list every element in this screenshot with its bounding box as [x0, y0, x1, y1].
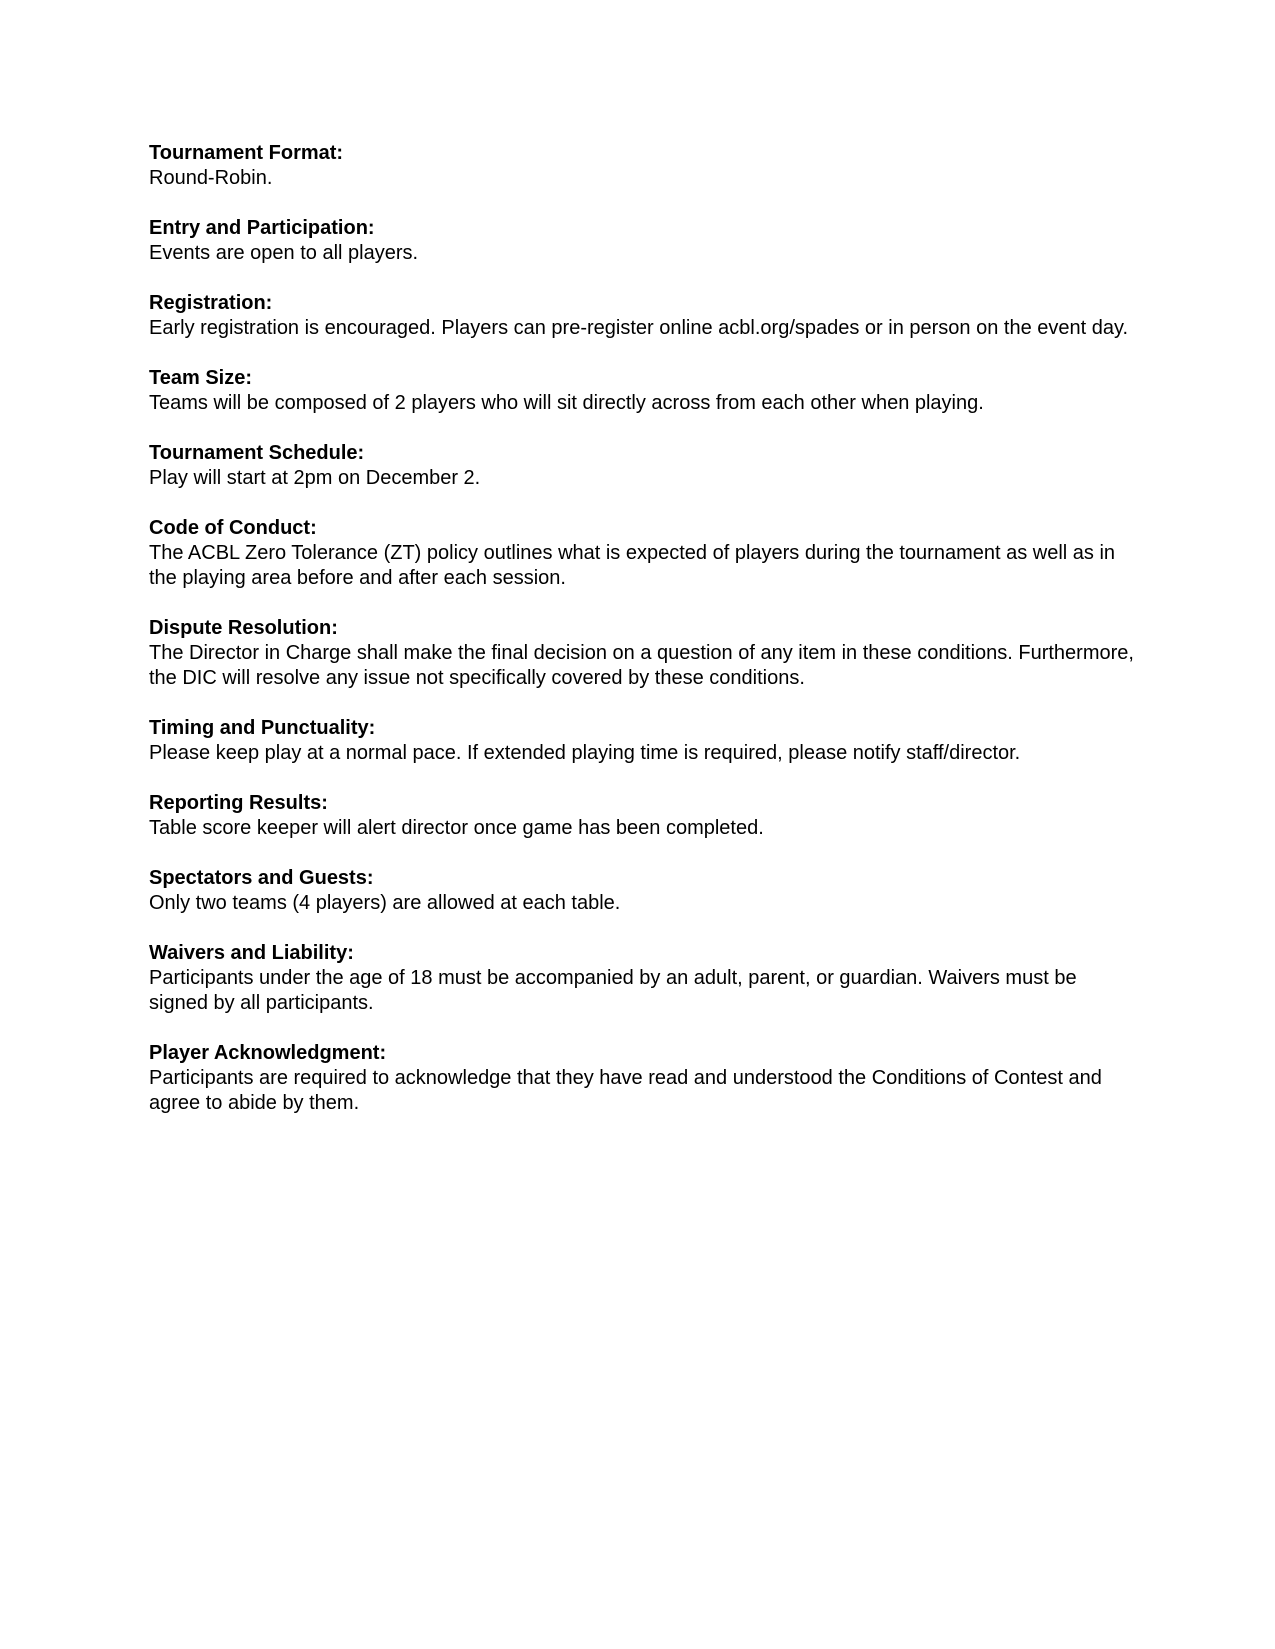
section-waivers-and-liability: [149, 941, 1139, 1016]
section-body: Round-Robin.: [149, 167, 273, 189]
section-body: The Director in Charge shall make the final decision on a question of any item in these conditions. Furthermore, the DIC will resolve any issue not specifically covered by these conditions.: [149, 642, 1134, 689]
section-heading: Code of Conduct:: [149, 517, 317, 539]
section-heading: Entry and Participation:: [149, 217, 375, 239]
section-team-size: [149, 366, 1139, 416]
section-timing-and-punctuality: [149, 716, 1139, 766]
section-code-of-conduct: [149, 516, 1139, 591]
section-player-acknowledgment: [149, 1041, 1139, 1116]
section-tournament-format: [149, 141, 1139, 191]
section-body: The ACBL Zero Tolerance (ZT) policy outlines what is expected of players during the tournament as well as in the playing area before and after each session.: [149, 542, 1116, 589]
section-heading: Tournament Schedule:: [149, 442, 365, 464]
section-dispute-resolution: [149, 616, 1139, 691]
section-registration: [149, 291, 1139, 341]
section-heading: Tournament Format:: [149, 142, 344, 164]
section-body: Only two teams (4 players) are allowed at each table.: [149, 892, 621, 914]
section-body: Play will start at 2pm on December 2.: [149, 467, 481, 489]
section-heading: Waivers and Liability:: [149, 942, 354, 964]
section-body: Events are open to all players.: [149, 242, 419, 264]
document-page: [149, 141, 1139, 1141]
section-body: Please keep play at a normal pace. If extended playing time is required, please notify staff/director.: [149, 742, 1021, 764]
section-body: Early registration is encouraged. Players can pre-register online acbl.org/spades or in person on the event day.: [149, 317, 1129, 339]
section-heading: Dispute Resolution:: [149, 617, 338, 639]
section-body: Participants are required to acknowledge that they have read and understood the Conditions of Contest and agree to abide by them.: [149, 1067, 1102, 1114]
section-body: Table score keeper will alert director once game has been completed.: [149, 817, 764, 839]
section-reporting-results: [149, 791, 1139, 841]
section-heading: Reporting Results:: [149, 792, 328, 814]
section-tournament-schedule: [149, 441, 1139, 491]
section-spectators-and-guests: [149, 866, 1139, 916]
section-body: Teams will be composed of 2 players who will sit directly across from each other when playing.: [149, 392, 984, 414]
section-entry-and-participation: [149, 216, 1139, 266]
section-body: Participants under the age of 18 must be accompanied by an adult, parent, or guardian. Waivers must be signed by all participants.: [149, 967, 1077, 1014]
section-heading: Registration:: [149, 292, 273, 314]
section-heading: Player Acknowledgment:: [149, 1042, 387, 1064]
section-heading: Team Size:: [149, 367, 252, 389]
section-heading: Spectators and Guests:: [149, 867, 374, 889]
section-heading: Timing and Punctuality:: [149, 717, 376, 739]
